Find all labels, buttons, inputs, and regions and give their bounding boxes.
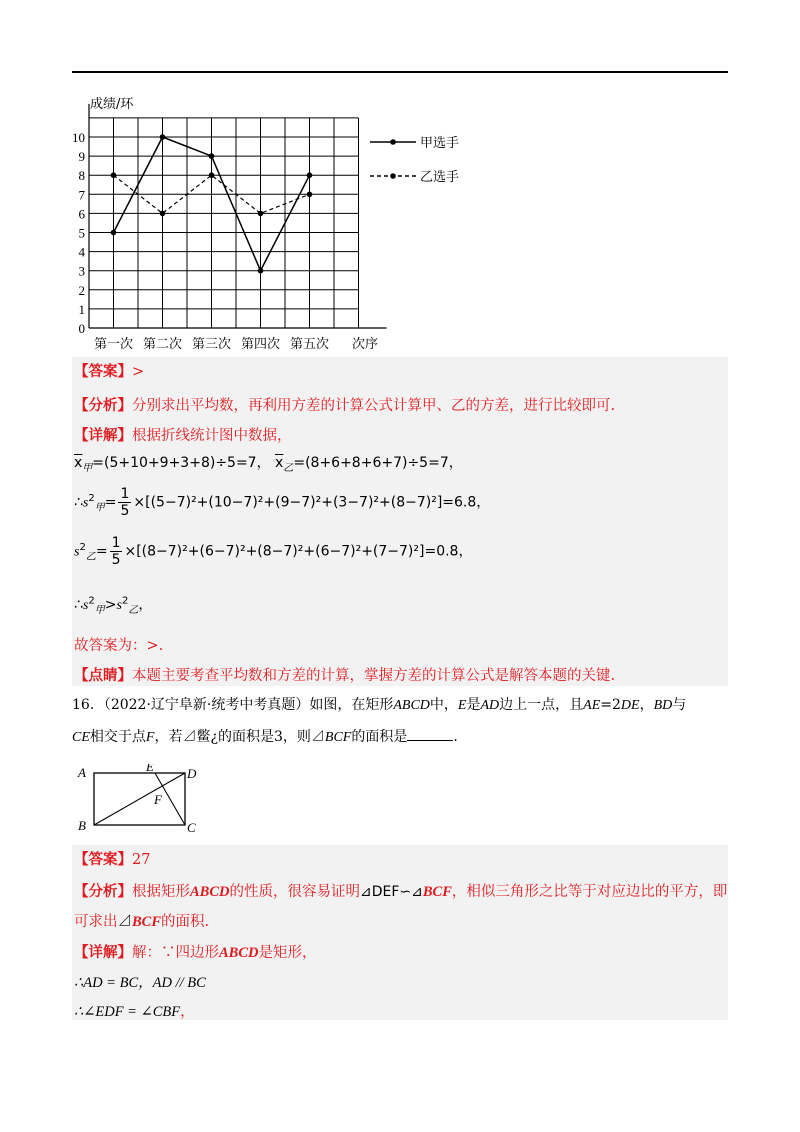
data-point bbox=[209, 172, 215, 178]
fraction-one-fifth: $\frac{1}{5}$ bbox=[120, 486, 130, 519]
y-tick-label: 4 bbox=[78, 244, 85, 260]
legend-label: 甲选手 bbox=[420, 136, 460, 151]
q16-answer-line: 【答案】27 bbox=[74, 851, 151, 868]
data-point bbox=[111, 172, 117, 178]
answer-blank bbox=[407, 726, 453, 741]
data-point bbox=[209, 153, 215, 159]
q15-compare-line: $\therefore s^2_甲>s^2_乙$， bbox=[74, 595, 153, 616]
data-point bbox=[307, 172, 313, 178]
data-point bbox=[111, 230, 117, 236]
data-point bbox=[258, 211, 264, 217]
label-d: D bbox=[187, 766, 197, 781]
x-tick-label: 第五次 bbox=[289, 337, 330, 352]
x-tick-label: 第四次 bbox=[240, 337, 281, 352]
y-tick-label: 3 bbox=[78, 263, 85, 279]
y-tick-label: 0 bbox=[78, 321, 85, 336]
q15-conclusion: 故答案为：>. bbox=[74, 638, 164, 654]
y-tick-label: 1 bbox=[78, 301, 85, 317]
label-e: E bbox=[146, 764, 154, 774]
y-tick-label: 10 bbox=[72, 130, 85, 145]
q15-analysis-line: 【分析】分别求出平均数，再利用方差的计算公式计算甲、乙的方差，进行比较即可. bbox=[74, 397, 616, 414]
q16-analysis-line-2: 可求出⊿BCF的面积. bbox=[74, 914, 210, 930]
line-chart bbox=[60, 88, 480, 358]
legend-label: 乙选手 bbox=[420, 170, 460, 185]
label-b: B bbox=[78, 818, 86, 833]
q15-variance-b: $s^2_乙=$ $\frac{1}{5}$ ×[(8−7)²+(6−7)²+(8−7)²+(6−7)²+(7−7)²]=0.8， bbox=[74, 535, 473, 568]
legend-marker bbox=[390, 139, 396, 145]
q15-mean-line: $\overline{x}_甲=(5+10+9+3+8)\div 5=7$， $\overline{x}_乙=(8+6+8+6+7)\div 5=7$， bbox=[74, 455, 463, 474]
y-tick-label: 8 bbox=[78, 168, 85, 184]
y-tick-label: 9 bbox=[78, 149, 85, 165]
top-rule bbox=[72, 71, 728, 73]
legend-marker bbox=[390, 173, 396, 179]
data-point bbox=[160, 211, 166, 217]
y-tick-label: 7 bbox=[78, 187, 85, 203]
q15-detail-line: 【详解】根据折线统计图中数据， bbox=[74, 427, 292, 444]
data-point bbox=[160, 134, 166, 140]
y-tick-labels bbox=[72, 130, 86, 336]
q16-step-1: ∴AD = BC，AD // BC bbox=[74, 975, 206, 991]
segment-bd bbox=[94, 773, 185, 825]
data-point bbox=[307, 192, 313, 198]
label-f: F bbox=[154, 792, 162, 807]
q16-question-line-2: CE相交于点F，若⊿鳖¿的面积是3，则⊿BCF的面积是 . bbox=[72, 726, 458, 746]
y-tick-label: 6 bbox=[78, 206, 85, 222]
q15-variance-a: $\therefore s^2_甲=$ $\frac{1}{5}$ ×[(5−7)²+(10−7)²+(9−7)²+(3−7)²+(8−7)²]=6.8， bbox=[74, 486, 491, 519]
y-tick-label: 5 bbox=[78, 225, 85, 241]
chart-grid bbox=[89, 118, 359, 328]
x-axis-label: 次序 bbox=[352, 337, 379, 352]
x-tick-labels bbox=[94, 336, 329, 352]
q16-detail-line: 【详解】解：∵四边形ABCD是矩形， bbox=[74, 944, 317, 961]
x-tick-label: 第二次 bbox=[142, 337, 183, 352]
q16-analysis-line-1: 【分析】根据矩形ABCD的性质，很容易证明⊿DEF∽⊿BCF，相似三角形之比等于对应边比的平方，即 bbox=[74, 883, 728, 900]
label-a: A bbox=[78, 765, 86, 780]
y-axis-label: 成绩/环 bbox=[90, 97, 134, 112]
chart-legend bbox=[370, 135, 459, 185]
q16-step-2: ∴∠EDF = ∠CBF， bbox=[74, 1004, 195, 1020]
y-tick-label: 2 bbox=[78, 282, 85, 298]
x-tick-label: 第一次 bbox=[93, 337, 134, 352]
data-point bbox=[258, 268, 264, 274]
rectangle-figure bbox=[72, 764, 212, 836]
q16-solution-box bbox=[72, 845, 728, 1020]
q15-comment-line: 【点睛】本题主要考查平均数和方差的计算，掌握方差的计算公式是解答本题的关键. bbox=[74, 667, 616, 684]
label-c: C bbox=[187, 820, 196, 835]
q15-answer-line: 【答案】> bbox=[74, 363, 145, 380]
q16-question-line-1: 16．（2022·辽宁阜新·统考中考真题）如图，在矩形ABCD中，E是AD边上一点，且AE=2DE，BD与 bbox=[72, 697, 687, 713]
x-tick-label: 第三次 bbox=[191, 337, 232, 352]
